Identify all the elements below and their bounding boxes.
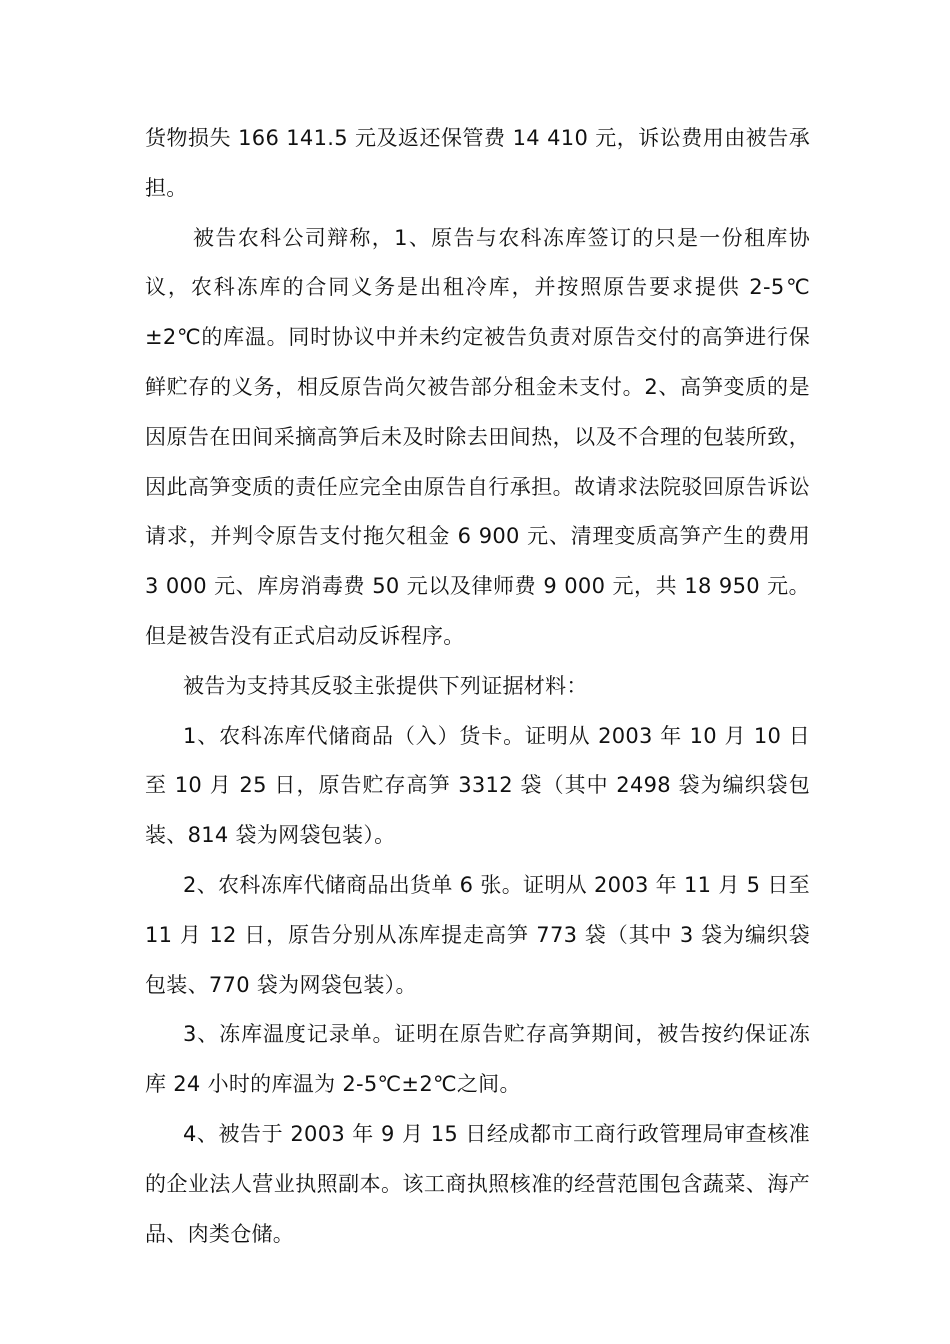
- paragraph-evidence-2: 2、农科冻库代储商品出货单 6 张。证明从 2003 年 11 月 5 日至 11 月 12 日，原告分别从冻库提走高笋 773 袋（其中 3 袋为编织袋包装、770 袋为网袋包装）。: [145, 872, 810, 997]
- paragraph-evidence-intro: 被告为支持其反驳主张提供下列证据材料：: [183, 673, 588, 698]
- paragraph-evidence-4: 4、被告于 2003 年 9 月 15 日经成都市工商行政管理局审查核准的企业法人营业执照副本。该工商执照核准的经营范围包含蔬菜、海产品、肉类仓储。: [145, 1121, 810, 1246]
- paragraph-defendant-defense: 被告农科公司辩称，1、原告与农科冻库签订的只是一份租库协议，农科冻库的合同义务是出租冷库，并按照原告要求提供 2-5℃±2℃的库温。同时协议中并未约定被告负责对原告交付的高笋进行保鲜贮存的义务，相反原告尚欠被告部分租金未支付。2、高笋变质的是因原告在田间采摘高笋后未及时除去田间热，以及不合理的包装所致，因此高笋变质的责任应完全由原告自行承担。故请求法院驳回原告诉讼请求，并判令原告支付拖欠租金 6 900 元、清理变质高笋产生的费用 3 000 元、库房消毒费 50 元以及律师费 9 000 元，共 18 950 元。但是被告没有正式启动反诉程序。: [145, 225, 810, 648]
- document-body: [145, 114, 810, 1259]
- paragraph-evidence-3: 3、冻库温度记录单。证明在原告贮存高笋期间，被告按约保证冻库 24 小时的库温为 2-5℃±2℃之间。: [145, 1022, 810, 1097]
- paragraph-claim-continuation: 货物损失 166 141.5 元及返还保管费 14 410 元，诉讼费用由被告承担。: [145, 126, 810, 200]
- paragraph-evidence-1: 1、农科冻库代储商品（入）货卡。证明从 2003 年 10 月 10 日至 10 月 25 日，原告贮存高笋 3312 袋（其中 2498 袋为编织袋包装、814 袋为网袋包装）。: [145, 723, 810, 848]
